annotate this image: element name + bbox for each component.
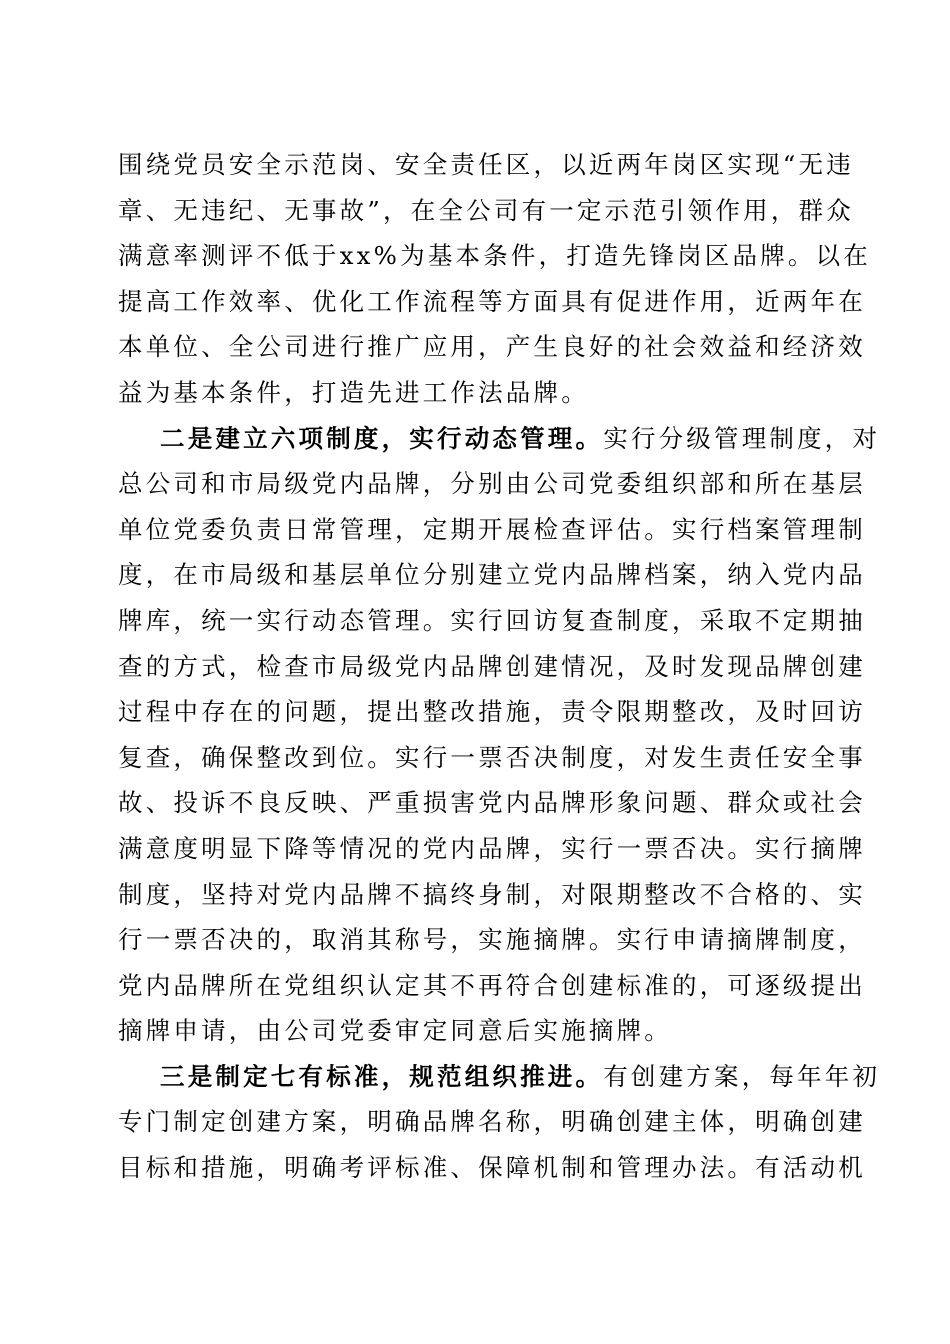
paragraph-first-line	[118, 416, 881, 462]
paragraph-line: 故、投诉不良反映、严重损害党内品牌形象问题、群众或社会	[118, 788, 866, 818]
paragraph-1	[118, 142, 872, 416]
paragraph-line: 行一票否决的，取消其称号，实施摘牌。实行申请摘牌制度，	[118, 925, 866, 955]
paragraph-line: 益为基本条件，打造先进工作法品牌。	[118, 377, 589, 407]
paragraph-line: 章、无违纪、无事故”，在全公司有一定示范引领作用，群众	[118, 195, 854, 225]
paragraph-line: 党内品牌所在党组织认定其不再符合创建标准的，可逐级提出	[118, 970, 866, 1000]
paragraph-line: 满意率测评不低于xx%为基本条件，打造先锋岗区品牌。以在	[118, 241, 872, 271]
paragraph-line: 总公司和市局级党内品牌，分别由公司党委组织部和所在基层	[118, 469, 866, 499]
paragraph-line: 提高工作效率、优化工作流程等方面具有促进作用，近两年在	[118, 286, 866, 316]
paragraph-line: 本单位、全公司进行推广应用，产生良好的社会效益和经济效	[118, 332, 866, 362]
paragraph-text: 有创建方案，每年年初	[603, 1061, 881, 1091]
paragraph-text: 实行分级管理制度，对	[603, 423, 881, 453]
paragraph-2	[118, 416, 881, 1054]
paragraph-first-line	[118, 1054, 881, 1100]
paragraph-line: 过程中存在的问题，提出整改措施，责令限期整改，及时回访	[118, 697, 866, 727]
paragraph-line: 围绕党员安全示范岗、安全责任区，以近两年岗区实现“无违	[118, 150, 854, 179]
paragraph-line: 专门制定创建方案，明确品牌名称，明确创建主体，明确创建	[118, 1107, 866, 1137]
paragraph-line: 查的方式，检查市局级党内品牌创建情况，及时发现品牌创建	[118, 651, 866, 681]
paragraph-heading: 三是制定七有标准，规范组织推进。	[160, 1061, 604, 1091]
paragraph-3	[118, 1054, 881, 1191]
paragraph-line: 度，在市局级和基层单位分别建立党内品牌档案，纳入党内品	[118, 560, 866, 590]
paragraph-line: 牌库，统一实行动态管理。实行回访复查制度，采取不定期抽	[118, 605, 866, 635]
paragraph-line: 单位党委负责日常管理，定期开展检查评估。实行档案管理制	[118, 514, 866, 544]
paragraph-line: 满意度明显下降等情况的党内品牌，实行一票否决。实行摘牌	[118, 833, 866, 863]
paragraph-line: 制度，坚持对党内品牌不搞终身制，对限期整改不合格的、实	[118, 879, 866, 909]
paragraph-line: 目标和措施，明确考评标准、保障机制和管理办法。有活动机	[118, 1153, 866, 1183]
paragraph-line: 复查，确保整改到位。实行一票否决制度，对发生责任安全事	[118, 742, 866, 772]
paragraph-heading: 二是建立六项制度，实行动态管理。	[160, 423, 604, 453]
document-body	[118, 142, 881, 1191]
paragraph-line: 摘牌申请，由公司党委审定同意后实施摘牌。	[118, 1016, 672, 1046]
